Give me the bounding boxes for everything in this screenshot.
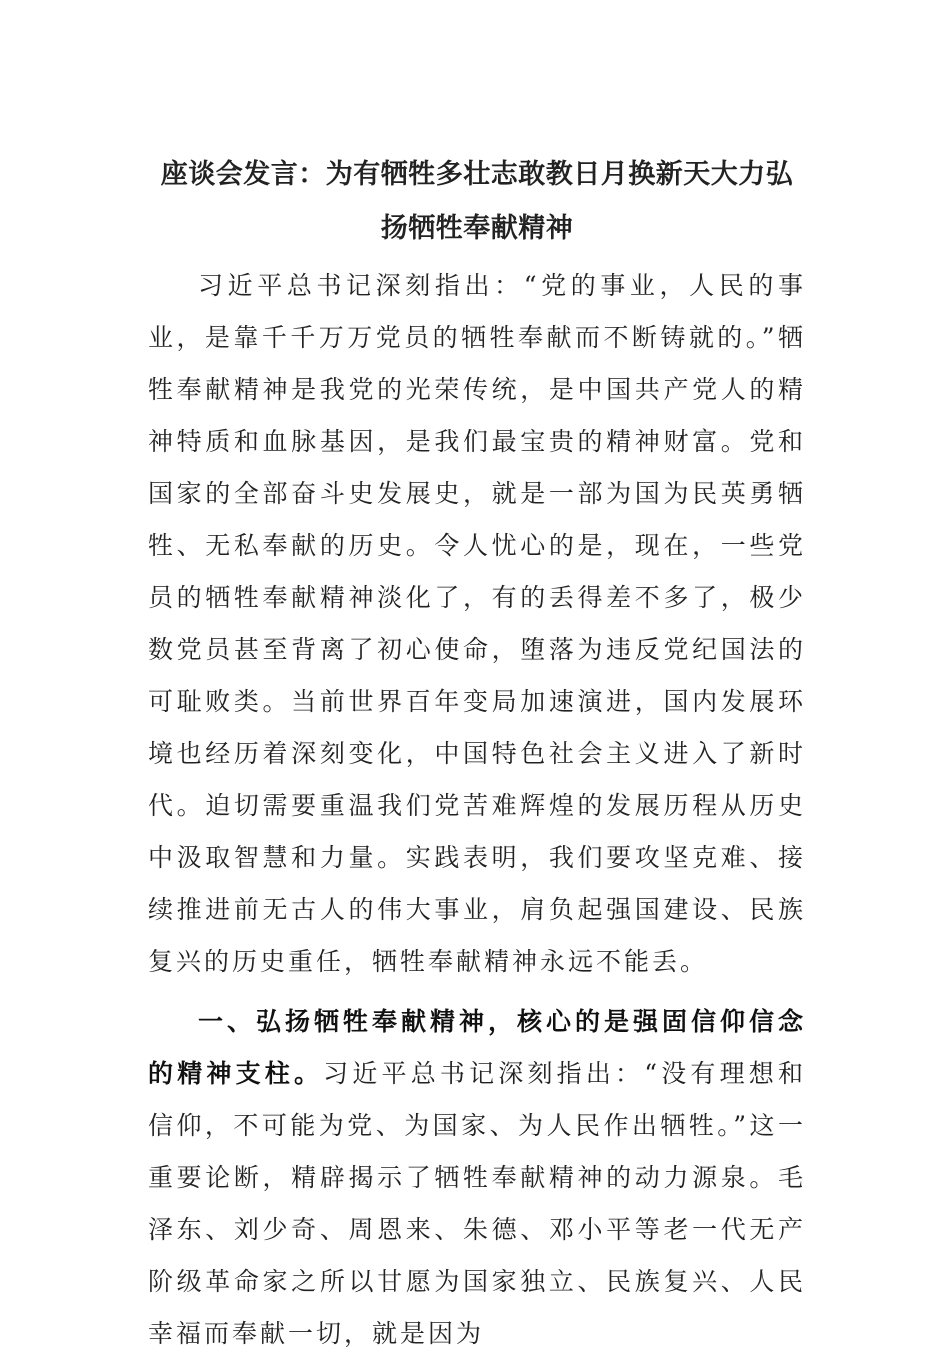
document-title: 座谈会发言：为有牺牲多壮志敢教日月换新天大力弘扬牺牲奉献精神 [160,159,794,244]
paragraph-text: 习近平总书记深刻指出：“没有理想和信仰，不可能为党、为国家、为人民作出牺牲。”这一重要论断，精辟揭示了牺牲奉献精神的动力源泉。毛泽东、刘少奇、周恩来、朱德、邓小平等老一代无产阶级革命家之所以甘愿为国家独立、民族复兴、人民幸福而奉献一切，就是因为 [148,1059,806,1348]
document-body [148,148,806,1360]
paragraph-intro [148,260,806,988]
paragraph-section-one [148,996,806,1360]
paragraph-text: 习近平总书记深刻指出：“党的事业，人民的事业，是靠千千万万党员的牺牲奉献而不断铸就的。”牺牲奉献精神是我党的光荣传统，是中国共产党人的精神特质和血脉基因，是我们最宝贵的精神财富。党和国家的全部奋斗史发展史，就是一部为国为民英勇牺牲、无私奉献的历史。令人忧心的是，现在，一些党员的牺牲奉献精神淡化了，有的丢得差不多了，极少数党员甚至背离了初心使命，堕落为违反党纪国法的可耻败类。当前世界百年变局加速演进，国内发展环境也经历着深刻变化，中国特色社会主义进入了新时代。迫切需要重温我们党苦难辉煌的发展历程从历史中汲取智慧和力量。实践表明，我们要攻坚克难、接续推进前无古人的伟大事业，肩负起强国建设、民族复兴的历史重任，牺牲奉献精神永远不能丢。 [148,271,806,976]
section-heading: 一、弘扬牺牲奉献精神，核心的是强固信仰信念的精神支柱。 [148,1007,806,1088]
